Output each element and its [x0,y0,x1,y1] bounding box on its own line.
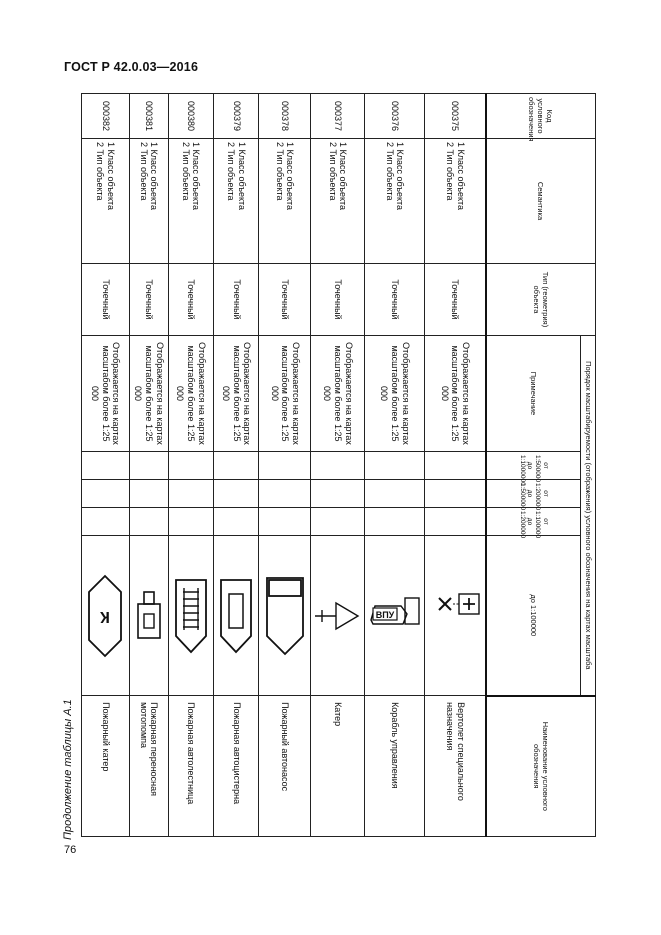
semantics-text: 1 Класс объекта 2 Тип объекта [138,142,160,211]
code-cell: 000382 [82,94,130,139]
type-cell: Точечный [259,264,311,336]
header-scale-group: Порядок масштабируемости (отображения) условного обозначения на картах масштаба [581,336,596,696]
scale-cell-4 [259,452,311,480]
symbol-cell [365,536,425,696]
boat-icon [315,586,361,646]
helicopter-icon [429,586,481,646]
fire-tanker-icon [217,576,255,656]
code-cell: 000379 [214,94,259,139]
fire-pump-truck-icon [263,574,307,658]
name-cell: Пожарная автоцистерна [214,696,259,837]
semantics-text: 1 Класс объекта 2 Тип объекта [445,142,466,211]
semantics-text: 1 Класс объекта 2 Тип объекта [274,142,296,211]
semantics-text: 1 Класс объекта 2 Тип объекта [384,142,406,211]
scale-cell-3 [425,480,486,508]
semantics-text: 1 Класс объекта 2 Тип объекта [327,142,349,211]
scale-cell-3 [168,480,213,508]
name-cell: Пожарный катер [82,696,130,837]
semantics-text: 1 Класс объекта 2 Тип объекта [95,142,116,211]
page-number: 76 [64,844,77,856]
scale-cell-2 [425,508,486,536]
name-cell: Пожарная переносная мотопомпа [129,696,168,837]
scale-cell-2 [259,508,311,536]
header-scale-3: от 1:200000 до 1:500000 [486,480,581,508]
rotated-table-container [81,93,596,836]
scale-cell-3 [129,480,168,508]
table-row [365,94,425,837]
control-ship-label: ВПУ [375,609,395,620]
code-cell: 000381 [129,94,168,139]
scale-cell-4 [214,452,259,480]
note-cell: Отображается на картах масштабом более 1:25 000 [311,336,365,452]
table-row [129,94,168,837]
semantics-cell [168,139,213,264]
table-row [259,94,311,837]
scale-cell-3 [311,480,365,508]
scale-cell-2 [365,508,425,536]
name-cell: Корабль управления [365,696,425,837]
scale-cell-2 [168,508,213,536]
code-cell: 000376 [365,94,425,139]
header-scale-1: до 1:100000 [486,536,581,696]
symbol-cell [82,536,130,696]
scale-cell-4 [168,452,213,480]
code-cell: 000378 [259,94,311,139]
scale-cell-4 [311,452,365,480]
header-type: Тип (геометрия) объекта [486,264,596,336]
symbol-cell [214,536,259,696]
name-cell: Катер [311,696,365,837]
type-cell: Точечный [311,264,365,336]
scale-cell-2 [214,508,259,536]
header-row-1 [581,94,596,837]
symbol-cell [311,536,365,696]
table-row [425,94,486,837]
type-cell: Точечный [214,264,259,336]
semantics-cell [311,139,365,264]
code-cell: 000375 [425,94,486,139]
scale-cell-3 [259,480,311,508]
name-cell: Вертолет специального назначения [425,696,486,837]
type-cell: Точечный [365,264,425,336]
header-semantics: Семантика [486,139,596,264]
table-row [311,94,365,837]
symbol-cell [259,536,311,696]
fire-ladder-truck-icon [172,576,210,656]
header-name: Наименование условного обозначения [486,696,596,837]
table-row [214,94,259,837]
semantics-cell [365,139,425,264]
scale-cell-3 [82,480,130,508]
symbol-cell [168,536,213,696]
scale-cell-4 [425,452,486,480]
scale-cell-2 [311,508,365,536]
scale-cell-3 [365,480,425,508]
table-row [82,94,130,837]
symbol-cell [129,536,168,696]
semantics-text: 1 Класс объекта 2 Тип объекта [180,142,202,211]
note-cell: Отображается на картах масштабом более 1:25 000 [214,336,259,452]
header-scale-4: от 1:500000 до 1:1000000 [486,452,581,480]
header-scale-2: от 1:100000 до 1:200000 [486,508,581,536]
note-cell: Отображается на картах масштабом более 1:25 000 [365,336,425,452]
symbols-table [81,93,596,837]
scale-cell-4 [129,452,168,480]
name-cell: Пожарный автонасос [259,696,311,837]
semantics-cell [214,139,259,264]
type-cell: Точечный [82,264,130,336]
semantics-cell [82,139,130,264]
header-note: Примечание [486,336,581,452]
scale-cell-2 [129,508,168,536]
control-ship-icon [369,586,421,646]
semantics-text: 1 Класс объекта 2 Тип объекта [226,142,247,211]
scale-cell-3 [214,480,259,508]
scale-cell-2 [82,508,130,536]
table-caption: Продолжение таблицы А.1 [62,699,74,840]
type-cell: Точечный [168,264,213,336]
fire-boat-label: К [100,607,111,625]
fire-boat-icon [85,572,125,660]
document-header: ГОСТ Р 42.0.03—2016 [64,60,199,74]
scale-cell-4 [82,452,130,480]
semantics-cell [129,139,168,264]
portable-pump-icon [134,590,164,642]
header-code: Код условного обозначения [486,94,596,139]
semantics-cell [425,139,486,264]
scale-cell-4 [365,452,425,480]
table-row [168,94,213,837]
code-cell: 000377 [311,94,365,139]
note-cell: Отображается на картах масштабом более 1:25 000 [259,336,311,452]
symbol-cell [425,536,486,696]
note-cell: Отображается на картах масштабом более 1:25 000 [168,336,213,452]
name-cell: Пожарная автолестница [168,696,213,837]
type-cell: Точечный [425,264,486,336]
type-cell: Точечный [129,264,168,336]
note-cell: Отображается на картах масштабом более 1:25 000 [129,336,168,452]
note-cell: Отображается на картах масштабом более 1:25 000 [425,336,486,452]
note-cell: Отображается на картах масштабом более 1:25 000 [82,336,130,452]
code-cell: 000380 [168,94,213,139]
semantics-cell [259,139,311,264]
